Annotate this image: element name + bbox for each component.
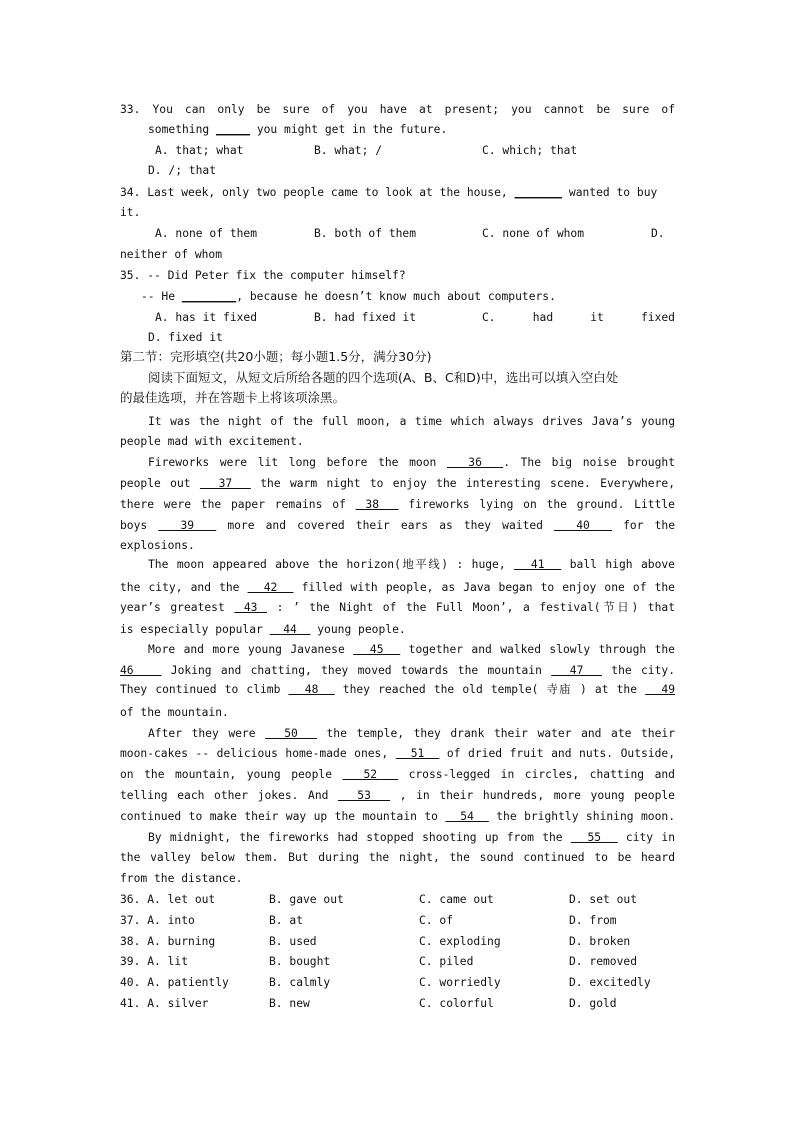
q35-option-b: B. had fixed it xyxy=(314,311,417,324)
q33-option-c: C. which; that xyxy=(482,144,578,157)
q35-option-d: D. fixed it xyxy=(148,331,223,344)
option-37-a: 37. A. into xyxy=(120,914,195,927)
option-41-b: B. new xyxy=(269,997,310,1010)
passage-p2-line2: people out 37 the warm night to enjoy the interesting scene. Everywhere, xyxy=(120,477,675,490)
blank-50: 50 xyxy=(265,727,317,740)
blank-49: 49 xyxy=(645,683,676,696)
option-40-a: 40. A. patiently xyxy=(120,976,229,989)
passage-p2-line3: there were the paper remains of 38 fireworks lying on the ground. Little xyxy=(120,498,675,511)
option-39-d: D. removed xyxy=(569,955,638,968)
blank-52: 52 xyxy=(342,768,399,781)
q35-option-a: A. has it fixed xyxy=(155,311,258,324)
option-39-b: B. bought xyxy=(269,955,331,968)
option-37-b: B. at xyxy=(269,914,304,927)
option-38-c: C. exploding xyxy=(419,935,501,948)
q34-line2: it. xyxy=(120,206,141,219)
passage-p6-line2: the valley below them. But during the night, the sound continued to be heard xyxy=(120,851,675,864)
passage-p6-line3: from the distance. xyxy=(120,872,243,885)
option-36-c: C. came out xyxy=(419,893,494,906)
passage-p5-line4: telling each other jokes. And 53 , in their hundreds, more young people xyxy=(120,789,675,802)
section-instruction-1: 阅读下面短文，从短文后所给各题的四个选项(A、B、C和D)中，选出可以填入空白处 xyxy=(148,370,619,385)
blank-51: 51 xyxy=(395,747,440,760)
option-40-b: B. calmly xyxy=(269,976,331,989)
passage-p5-line2: moon-cakes -- delicious home-made ones, 51 of dried fruit and nuts. Outside, xyxy=(120,747,676,760)
passage-p5-line3: on the mountain, young people 52 cross-legged in circles, chatting and xyxy=(120,768,675,781)
passage-p1-line1: It was the night of the full moon, a time which always drives Java’s young xyxy=(148,415,675,428)
blank-53: 53 xyxy=(338,789,391,802)
passage-p2-line1: Fireworks were lit long before the moon 36 . The big noise brought xyxy=(148,456,676,469)
q33-option-d: D. /; that xyxy=(148,164,217,177)
blank-44: 44 xyxy=(269,623,311,636)
option-36-a: 36. A. let out xyxy=(120,893,216,906)
option-39-a: 39. A. lit xyxy=(120,955,189,968)
blank-38: 38 xyxy=(355,498,399,511)
passage-p3-line4: is especially popular 44 young people. xyxy=(120,623,406,636)
passage-p3-line1: The moon appeared above the horizon(地平线) : huge, 41 ball high above xyxy=(148,558,675,571)
blank-45: 45 xyxy=(353,643,401,656)
passage-p6-line1: By midnight, the fireworks had stopped shooting up from the 55 city in xyxy=(148,831,675,844)
q33-option-a: A. that; what xyxy=(155,144,244,157)
blank-46: 46 xyxy=(120,664,162,677)
q33-line1: 33. You can only be sure of you have at present; you cannot be sure of xyxy=(120,103,675,116)
section-instruction-2: 的最佳选项，并在答题卡上将该项涂黑。 xyxy=(120,390,346,405)
q35-blank: ________ xyxy=(181,290,237,303)
passage-p4-line2: 46 Joking and chatting, they moved towards the mountain 47 the city. xyxy=(120,664,675,677)
blank-41: 41 xyxy=(514,558,562,571)
blank-43: 43 xyxy=(234,601,268,614)
passage-p2-line4: boys 39 more and covered their ears as they waited 40 for the xyxy=(120,519,675,532)
q34-option-c: C. none of whom xyxy=(482,227,585,240)
passage-p3-line3: year’s greatest 43 : ’ the Night of the Full Moon’, a festival(节日) that xyxy=(120,601,675,614)
section-heading: 第二节：完形填空(共20小题；每小题1.5分，满分30分) xyxy=(120,349,432,364)
option-36-d: D. set out xyxy=(569,893,638,906)
passage-p4-line1: More and more young Javanese 45 together and walked slowly through the xyxy=(148,643,675,656)
q34-option-a: A. none of them xyxy=(155,227,258,240)
q35-line1: 35. -- Did Peter fix the computer himself? xyxy=(120,269,406,282)
q34-blank: _______ xyxy=(514,186,563,199)
q35-option-c: C. had it fixed xyxy=(482,311,675,324)
q34-option-b: B. both of them xyxy=(314,227,417,240)
option-38-a: 38. A. burning xyxy=(120,935,216,948)
blank-47: 47 xyxy=(551,664,602,677)
option-41-a: 41. A. silver xyxy=(120,997,209,1010)
option-37-c: C. of xyxy=(419,914,454,927)
q33-line2: something _____ you might get in the future. xyxy=(148,123,448,136)
option-38-b: B. used xyxy=(269,935,317,948)
blank-42: 42 xyxy=(247,581,294,594)
q33-option-b: B. what; / xyxy=(314,144,383,157)
q34-option-d: D. xyxy=(651,227,665,240)
blank-48: 48 xyxy=(288,683,335,696)
blank-39: 39 xyxy=(158,519,217,532)
blank-37: 37 xyxy=(199,477,251,490)
q34-line1: 34. Last week, only two people came to look at the house, _______ wanted to buy xyxy=(120,186,658,199)
passage-p5-line1: After they were 50 the temple, they drank their water and ate their xyxy=(148,727,676,740)
option-41-d: D. gold xyxy=(569,997,617,1010)
passage-p1-line2: people mad with excitement. xyxy=(120,435,304,448)
blank-40: 40 xyxy=(554,519,613,532)
option-36-b: B. gave out xyxy=(269,893,344,906)
option-38-d: D. broken xyxy=(569,935,631,948)
blank-36: 36 xyxy=(446,456,504,469)
blank-54: 54 xyxy=(445,810,489,823)
option-39-c: C. piled xyxy=(419,955,474,968)
q35-line2: -- He ________, because he doesn’t know much about computers. xyxy=(141,290,556,303)
q33-blank: _____ xyxy=(216,123,251,136)
passage-p3-line2: the city, and the 42 filled with people, as Java began to enjoy one of the xyxy=(120,581,675,594)
q34-option-d-text: neither of whom xyxy=(120,248,223,261)
passage-p5-line5: continued to make their way up the mountain to 54 the brightly shining moon. xyxy=(120,810,675,823)
option-40-c: C. worriedly xyxy=(419,976,501,989)
option-41-c: C. colorful xyxy=(419,997,494,1010)
passage-p4-line3: They continued to climb 48 they reached the old temple( 寺庙 ) at the 49 xyxy=(120,683,676,696)
blank-55: 55 xyxy=(570,831,618,844)
passage-p4-line4: of the mountain. xyxy=(120,706,229,719)
passage-p2-line5: explosions. xyxy=(120,539,195,552)
option-37-d: D. from xyxy=(569,914,617,927)
option-40-d: D. excitedly xyxy=(569,976,651,989)
